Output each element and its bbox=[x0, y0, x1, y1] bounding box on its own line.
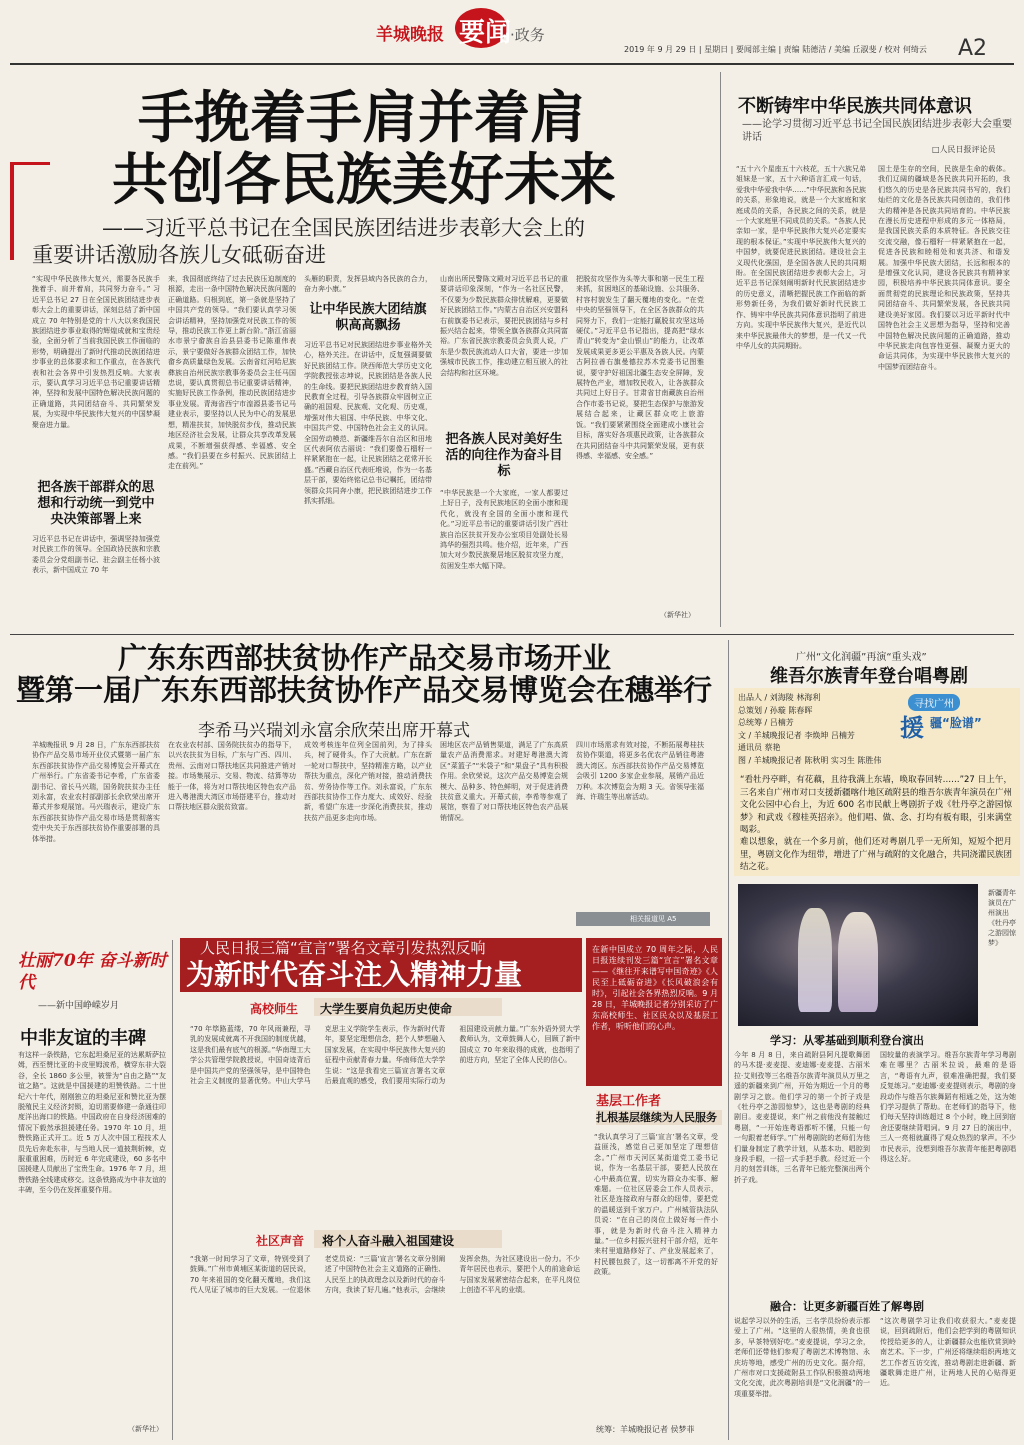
yili-body2: 说起学习以外的生活，三名学员纷纷表示都爱上了广州。“这里的人很热情，美食也很多，早茶特别好吃。”麦麦提说，学习之余，老师们还带他们参观了粤剧艺术博物馆、永庆坊等地，感受广州的历史文化。据介绍，广州市对口支援疏附县工作队积极推动两地文化交流，此次粤剧培训是“文化润疆”的一项重要举措。 bbox=[734, 1317, 870, 1398]
trade-photo-caption: 相关报道见 A5 bbox=[630, 915, 677, 923]
declaration-title: 为新时代奋斗注入精神力量 bbox=[186, 958, 523, 991]
lead-frame-line bbox=[10, 162, 50, 165]
yili-subhead1: 学习：从零基础到顺利登台演出 bbox=[770, 1034, 924, 1047]
yili-kicker: 广州“文化润疆”再演“重头戏” bbox=[796, 652, 927, 663]
issue-meta: 2019 年 9 月 29 日 | 星期日 | 要闻部主编 | 责编 陆德洁 / 美编 丘淑斐 / 校对 何绮云 bbox=[624, 45, 927, 54]
lead-col3a: 头雁的职责，发挥县域内各民族的合力，奋力奔小康。” bbox=[304, 275, 432, 294]
yili-body1: 今年 8 月 8 日，来自疏附县阿凡提歌舞团的马木提·麦麦提、麦迪娜·麦麦提、古丽米拉·艾则孜等三名维吾尔族青年演员从万里之遥的新疆来到广州，开始为期近一个月的粤剧学习之旅。他们学习的第一个折子戏是《牡丹亭之游园惊梦》，这也是粤剧的经典剧目。麦麦提说，来广州之前他没有接触过粤剧，“一开始连粤语都听不懂，只能一句一句跟着老师学。”广州粤剧院的老师们为他们量身制定了教学计划，从基本功、唱腔到身段手眼，一招一式手把手教。经过近一个月的刻苦训练，三名青年已能完整演出两个折子戏。 bbox=[734, 1051, 870, 1184]
sec2-headline: 扎根基层继续为人民服务 bbox=[596, 1110, 722, 1125]
lead-frame-top bbox=[10, 162, 14, 260]
section-subtitle: ·政务 bbox=[510, 26, 545, 44]
lead-title-line2: 共创各民族美好未来 bbox=[112, 147, 616, 213]
declaration-article bbox=[176, 940, 722, 1440]
yili-badge-sub: 疆“脸谱” bbox=[930, 716, 982, 730]
trade-title-line2: 暨第一届广东东西部扶贫协作产品交易博览会在穗举行 bbox=[16, 673, 713, 707]
lead-subtitle-line2: 重要讲话激励各族儿女砥砺奋进 bbox=[32, 243, 326, 267]
lead-col1-subhead: 把各族干部群众的思想和行动统一到党中央决策部署上来 bbox=[37, 480, 155, 527]
trade-col5: 四川市场需求有效对接，不断拓展粤桂扶贫协作渠道，将更多名优农产品销往粤港澳大湾区。东西部扶贫协作产品交易博览会吸引 1200 多家企业参展，展销产品近万种。本次博览会为期 3 天。省领导张福海、许瑞生等出席活动。 bbox=[576, 741, 704, 802]
yili-feature bbox=[730, 640, 1020, 1440]
lead-col1b: 习近平总书记在讲话中，强调坚持加强党对民族工作的领导。全国政协民族和宗教委员会分党组副书记、驻会副主任杨小波表示，新中国成立 70 年 bbox=[32, 535, 160, 575]
lead-subtitle-line1: ——习近平总书记在全国民族团结进步表彰大会上的 bbox=[102, 216, 585, 240]
yili-staff-line: 图 / 羊城晚报记者 陈秋明 实习生 陈胜伟 bbox=[738, 755, 882, 765]
trade-col1: 羊城晚报讯 9 月 28 日，广东东西部扶贫协作产品交易市场开业仪式暨第一届广东东西部扶贫协作产品交易博览会开幕式在广州举行。广东省委书记李希，广东省委副书记、省长马兴瑞，国务院扶贫办主任刘永富，农业农村部副部长余欣荣出席开幕式并参观展馆。马兴瑞表示，建设广东东西部扶贫协作产品交易市场是贯彻落实党中央关于东西部扶贫协作重要部署的具体举措。 bbox=[32, 741, 160, 843]
feature-title: 中非友谊的丰碑 bbox=[20, 1028, 146, 1049]
yili-badge-top: 寻找广州 bbox=[908, 694, 960, 711]
sec1-headline: 大学生要肩负起历史使命 bbox=[320, 1002, 453, 1016]
yili-badge-main: 援 bbox=[900, 713, 924, 742]
commentary-col1: “五十六个星座五十六枝花，五十六族兄弟姐妹是一家，五十六种语言汇成一句话，爱我中华爱我中华……”中华民族和各民族的关系，形象地说，就是一个大家庭和家庭成员的关系，各民族之间的关系，就是一个大家庭里不同成员的关系。“各族人民亲如一家，是中华民族伟大复兴必定要实现的根本保证。”实现中华民族伟大复兴的中国梦，就要促进民族团结。建设社会主义现代化强国，是全国各族人民的共同期盼。在全国民族团结进步表彰大会上，习近平总书记深刻阐明新时代民族团结进步的历史意义，清晰把握民族工作面临的新形势新任务，为我们做好新时代民族工作、铸牢中华民族共同体意识指明了前进方向。实现中华民族伟大复兴，是近代以来中华民族最伟大的梦想，是一代又一代中华儿女的共同期盼。 bbox=[736, 165, 866, 350]
yili-badge bbox=[898, 694, 1014, 758]
left-feature bbox=[10, 940, 170, 1440]
commentary-col2: 国土是生存的空间，民族是生命的载体。我们辽阔的疆域是各民族共同开拓的，我们悠久的历史是各民族共同书写的，我们灿烂的文化是各民族共同创造的，我们伟大的精神是各民族共同培育的。中华民族在漫长历史进程中形成的多元一体格局，是我国民族关系的本质特征。各民族交往交流交融，像石榴籽一样紧紧抱在一起，促进各民族和睦相处和衷共济、和谐发展。加强中华民族大团结，长远和根本的是增强文化认同，建设各民族共有精神家园，积极培养中华民族共同体意识。要全面贯彻党的民族理论和民族政策，坚持共同团结奋斗、共同繁荣发展，各民族共同建设美好家园。我们要以习近平新时代中国特色社会主义思想为指导，坚持和完善中国特色解决民族问题的正确道路，推动中华民族走向包容性更强、凝聚力更大的命运共同体，为实现中华民族伟大复兴的中国梦而团结奋斗。 bbox=[878, 165, 1010, 371]
commentary bbox=[728, 72, 1018, 632]
yili-intro: “看牡丹亭畔，有花藕，且待我满上东墙，唤取春回转……”27 日上午，三名来自广州市对口支援新疆喀什地区疏附县的维吾尔族青年演员在广州文化公园中心台上，为近 600 名市民献上粤剧折子戏《牡丹亭之游园惊梦》和武戏《穆桂英招亲》。他们唱、做、念、打均有板有眼，引来满堂喝彩。 bbox=[740, 775, 1013, 835]
yili-staff-line: 通讯员 蔡艳 bbox=[738, 743, 781, 752]
sec1-tag: 高校师生 bbox=[250, 1002, 299, 1016]
lead-col2: 来，我国彻底终结了过去民族压迫制度的根源，走出一条中国特色解决民族问题的正确道路。归根到底，第一条就是坚持了中国共产党的领导。“我们要认真学习领会讲话精神，坚持加强党对民族工作的领导，推动民族工作更上新台阶。”浙江省丽水市景宁畲族自治县县委书记陈重伟表示，景宁要做好各族群众团结工作，加快畲乡高质量绿色发展。云南省红河哈尼族彝族自治州民族宗教事务委员会主任马国忠说，要认真贯彻总书记重要讲话精神，实施好民族工作条例，推动民族团结进步事业发展。青海省西宁市湟源县委书记马建业表示，要坚持以人民为中心的发展思想，精准扶贫，加快脱贫步伐，推动民族地区经济社会发展，让群众共享改革发展成果，不断增强获得感、幸福感、安全感。“我们县要在乡村振兴、民族团结上走在前列。” bbox=[168, 275, 296, 471]
opera-photo-caption: 新疆青年演员在广州演出《牡丹亭之游园惊梦》 bbox=[988, 889, 1016, 947]
feature-tag: ——新中国峥嵘岁月 bbox=[38, 1001, 120, 1011]
commentary-title: 不断铸牢中华民族共同体意识 bbox=[738, 96, 972, 117]
yili-col2b: “这次粤剧学习让我们收获很大。”麦麦提说，回到疏附后，他们会把学到的粤剧知识传授给更多的人，让新疆群众也能欣赏到岭南艺术。下一步，广州还将继续组织两地文艺工作者互访交流，推动粤剧走进新疆、新疆歌舞走进广州，让两地人民的心贴得更近。 bbox=[880, 1317, 1016, 1388]
trade-subtitle: 李希马兴瑞刘永富余欣荣出席开幕式 bbox=[198, 721, 470, 741]
yili-subhead2: 融合：让更多新疆百姓了解粤剧 bbox=[770, 1300, 924, 1313]
feature-body: 有这样一条铁路，它东起坦桑尼亚的达累斯萨拉姆，西至赞比亚的卡皮里姆波希，横穿东非大裂谷，全长 1860 多公里，被誉为“自由之路”“友谊之路”。这就是中国援建的坦赞铁路。二十世纪六十年代，刚刚独立的坦桑尼亚和赞比亚为摆脱殖民主义经济封锁，迫切需要修建一条通往印度洋出海口的铁路。中国政府在自身经济困难的情况下毅然承担援建任务。1970 年 10 月，坦赞铁路正式开工。近 5 万人次中国工程技术人员先后奔赴东非，与当地人民一道披荆斩棘，克服重重困难，历时近 6 年完成建设，60 多名中国援建人员献出了宝贵生命。1976 年 7 月，坦赞铁路全线建成移交。这条铁路成为中非友谊的丰碑，至今仍在发挥重要作用。 bbox=[18, 1051, 166, 1195]
opera-photo bbox=[738, 884, 978, 1026]
lead-article bbox=[10, 70, 730, 630]
yili-intro2: 难以想象，就在一个多月前，他们还对粤剧几乎一无所知，短短个把月里，粤剧文化作为纽带，增进了广州与疏附的文化融合，共同浇灌民族团结之花。 bbox=[740, 837, 1013, 872]
trade-col4: 困地区农产品销售渠道，满足了广东高质量农产品消费需求。对建好粤港澳大湾区“菜篮子”“米袋子”和“果盘子”具有积极作用。余欣荣说，这次产品交易博览会规模大、品种多、特色鲜明，对于促进消费扶贫意义重大。开幕式前，李希等参观了展馆，察看了对口帮扶地区特色农产品展销情况。 bbox=[440, 741, 568, 822]
trade-col2: 在农业农村部、国务院扶贫办的指导下，以兴农扶贫为目标，广东与广西、四川、贵州、云南对口帮扶地区共同推进产销对接。市场集展示、交易、物流、结算等功能于一体，将为对口帮扶地区特色农产品进入粤港澳大湾区市场搭建平台，推动对口帮扶地区群众脱贫致富。 bbox=[168, 741, 296, 812]
sec3-headline: 将个人奋斗融入祖国建设 bbox=[322, 1234, 455, 1248]
trade-col3: 成效考核连年位列全国前列，为了排头兵，树了硬骨头，作了大贡献。广东在新一轮对口帮扶中，坚持精准方略，以产业帮扶为重点，深化产销对接，推动消费扶贫、劳务协作等工作。刘永富说，广东东西部扶贫协作工作力度大、成效好、经验新，希望广东进一步深化消费扶贫，推动扶贫产品更多走向市场。 bbox=[304, 741, 432, 822]
brand-logo: 羊城晚报 bbox=[376, 25, 444, 45]
lead-title-line1: 手挽着手肩并着肩 bbox=[138, 85, 586, 151]
page-number: A2 bbox=[958, 36, 988, 61]
lead-col4b: “中华民族是一个大家庭，一家人都要过上好日子，没有民族地区的全面小康和现代化，就没有全国的全面小康和现代化。”习近平总书记的重要讲话引发广西壮族自治区扶贫开发办公室项目处副处长易鸿华的强烈共鸣。他介绍，近年来，广西加大对少数民族聚居地区脱贫攻坚力度，贫困发生率大幅下降。 bbox=[440, 489, 568, 570]
yili-staff-line: 总统筹 / 吕楠芳 bbox=[738, 718, 794, 727]
sec2-tag: 基层工作者 bbox=[596, 1094, 662, 1109]
lead-col3-subhead: 让中华民族大团结旗帜高高飘扬 bbox=[309, 302, 427, 333]
lead-credit: （新华社） bbox=[660, 611, 695, 619]
declaration-summary: 在新中国成立 70 周年之际，人民日报连续刊发三篇“宣言”署名文章——《继往开来谱写中国奇迹》《人民至上砥砺奋进》《长风破浪会有时》，引起社会各界热烈反响。9 月 28 日，羊城晚报记者分别采访了广东高校师生、社区民众以及基层工作者，听听他们的心声。 bbox=[592, 945, 718, 1031]
lead-col3b: 习近平总书记对民族团结进步事业格外关心，格外关注。在讲话中，反复强调要做好民族团结工作。陕西师范大学历史文化学院教授张志坤说，民族团结是各族人民的生命线。要把民族团结进步教育纳入国民教育全过程，引导各族群众牢固树立正确的祖国观、民族观、文化观、历史观，增强对伟大祖国、中华民族、中华文化、中国共产党、中国特色社会主义的认同。全国劳动模范、新疆维吾尔自治区和田地区代表阿依古丽说：“我们要像石榴籽一样紧紧抱在一起，让民族团结之花常开长盛。”西藏自治区代表旺堆说，作为一名基层干部，要始终铭记总书记嘱托，团结带领群众共同奔小康，把民族团结进步工作抓实抓细。 bbox=[304, 341, 432, 506]
sec3-body: “我第一时间学习了文章，特别受到了鼓舞。”广州市黄埔区某街道的居民说，70 年来祖国的变化翻天覆地，我们这代人见证了城市的巨大发展。一位退休老党员说：“三篇‘宣言’署名文章分别阐述了中国特色社会主义道路的正确性、人民至上的执政理念以及新时代的奋斗方向，我读了好几遍。”他表示，会继续发挥余热，为社区建设出一份力。不少青年居民也表示，要把个人的前途命运与国家发展紧密结合起来，在平凡岗位上创造不平凡的业绩。 bbox=[190, 1255, 580, 1295]
sec3-tag: 社区声音 bbox=[256, 1234, 305, 1248]
yili-staff-line: 出品人 / 刘海陵 林海利 bbox=[738, 693, 821, 702]
yili-staff-line: 总策划 / 孙璇 陈春晖 bbox=[738, 705, 813, 715]
feature-credit: （新华社） bbox=[128, 1425, 163, 1433]
trade-title-line1: 广东东西部扶贫协作产品交易市场开业 bbox=[118, 641, 612, 675]
yili-staff-line: 文 / 羊城晚报记者 李焕坤 吕楠芳 bbox=[738, 730, 855, 740]
declaration-credit: 统筹：羊城晚报记者 侯梦菲 bbox=[596, 1425, 695, 1434]
column-divider-2 bbox=[172, 940, 173, 1440]
opera-performer bbox=[838, 912, 878, 1012]
column-divider bbox=[720, 72, 721, 627]
lead-col5: 把脱贫攻坚作为头等大事和第一民生工程来抓，贫困地区的基础设施、公共服务、村容村貌发生了翻天覆地的变化。“在党中央的坚强领导下，在全区各族群众的共同努力下，我们一定能打赢脱贫攻坚这场硬仗。”习近平总书记指出，提高把“绿水青山”转变为“金山银山”的能力，让改革发展成果更多更公平惠及各族人民。内蒙古阿拉善右旗曼德拉苏木党委书记图雅说，要守护好祖国北疆生态安全屏障，发展特色产业，增加牧民收入，让各族群众共同过上好日子。甘肃省甘南藏族自治州合作市委书记说，要把生态保护与旅游发展结合起来，让藏区群众吃上旅游饭。“我们要紧紧围绕全面建成小康社会目标，落实好各项惠民政策，让各族群众在共同团结奋斗中共同繁荣发展，更有获得感、幸福感、安全感。” bbox=[576, 275, 704, 460]
opera-performer bbox=[798, 908, 832, 1012]
masthead bbox=[0, 0, 1024, 70]
declaration-kicker: 人民日报三篇“宣言”署名文章引发热烈反响 bbox=[200, 939, 486, 957]
yili-staff bbox=[738, 692, 908, 767]
column-divider-3 bbox=[728, 640, 729, 1440]
section-rule-1 bbox=[10, 634, 1014, 635]
lead-col1: “实现中华民族伟大复兴，需要各民族手挽着手、肩并着肩，共同努力奋斗。” 习近平总书记 27 日在全国民族团结进步表彰大会上的重要讲话，深刻总结了新中国成立 70 年特别是党的十八大以来我国民族团结进步事业取得的辉煌成就和宝贵经验，全面分析了当前我国民族工作面临的形势，明确提出了新时代推动民族团结进步事业的总体要求和工作重点，在各族代表和社会各界中引发热烈反响。大家表示，要认真学习习近平总书记重要讲话精神，坚持和发展中国特色解决民族问题的正确道路，共同团结奋斗、共同繁荣发展，为实现中华民族伟大复兴的中国梦凝聚奋进力量。 bbox=[32, 275, 160, 429]
section-title: 要闻 bbox=[459, 18, 512, 48]
commentary-byline: □人民日报评论员 bbox=[932, 145, 996, 154]
trade-article bbox=[10, 636, 730, 936]
sec2-body: “我认真学习了三篇‘宣言’署名文章，受益匪浅，感觉自己更加坚定了理想信念。”广州市天河区某街道党工委书记说，作为一名基层干部，要把人民放在心中最高位置，切实为群众办实事、解难题。一位社区居委会工作人员表示，社区是连接政府与群众的纽带，要把党的温暖送到千家万户。广州城管执法队员说：“在自己的岗位上做好每一件小事，就是为新时代奋斗注入精神力量。”一位乡村振兴驻村干部介绍，近年来村里道路修好了、产业发展起来了，村民腰包鼓了，这一切都离不开党的好政策。 bbox=[594, 1133, 718, 1277]
lead-col4-subhead: 把各族人民对美好生活的向往作为奋斗目标 bbox=[445, 432, 563, 479]
lead-col4a: 山南出所民警陈文殿对习近平总书记的重要讲话印象深刻，“作为一名社区民警，不仅要为少数民族群众排忧解难，更要做好民族团结工作。”内蒙古自治区兴安盟科右前旗委书记表示，要把民族团结与乡村振兴结合起来，带领全旗各族群众共同富裕。广东省民族宗教委员会负责人说，广东是少数民族流动人口大省，要进一步加强城市民族工作，推动建立相互嵌入的社会结构和社区环境。 bbox=[440, 275, 568, 377]
feature-logo: 壮丽70年 奋斗新时代 bbox=[18, 951, 167, 993]
yili-col2: 国较量的表演学习。维吾尔族青年学习粤剧难在哪里？古丽米拉说，最难的是语言，“粤语有九声，很难准确把握，我们要反复练习。”麦迪娜·麦麦提则表示，粤剧的身段动作与维吾尔族舞蹈有相通之处，这为她们学习提供了帮助。在老师们的指导下，他们每天坚持训练超过 8 个小时，晚上回到宿舍还要继续背唱词。9 月 27 日的演出中，三人一亮相就赢得了观众热烈的掌声。不少市民表示，没想到维吾尔族青年能把粤剧唱得这么好。 bbox=[880, 1051, 1016, 1164]
masthead-rule bbox=[10, 63, 1014, 65]
commentary-subtitle: ——论学习贯彻习近平总书记全国民族团结进步表彰大会重要讲话 bbox=[742, 119, 1012, 143]
yili-title: 维吾尔族青年登台唱粤剧 bbox=[770, 666, 968, 687]
sec1-body: “70 年筚路蓝缕，70 年风雨兼程，寻乳的发展成就离不开我国的制度优越，这是我们最有底气的根源。”华南理工大学公共管理学院教授说，中国奇迹背后是中国共产党的坚强领导，是中国特色社会主义制度的显著优势。中山大学马克思主义学院学生表示，作为新时代青年，要坚定理想信念，把个人梦想融入国家发展，在实现中华民族伟大复兴的征程中贡献青春力量。华南师范大学学生说：“这是我看完三篇宣言署名文章后最直观的感受，我们要用实际行动为祖国建设贡献力量。”广东外语外贸大学教师认为，文章鼓舞人心，回顾了新中国成立 70 年来取得的成就，也指明了前进方向，坚定了全体人民的信心。 bbox=[190, 1025, 580, 1086]
